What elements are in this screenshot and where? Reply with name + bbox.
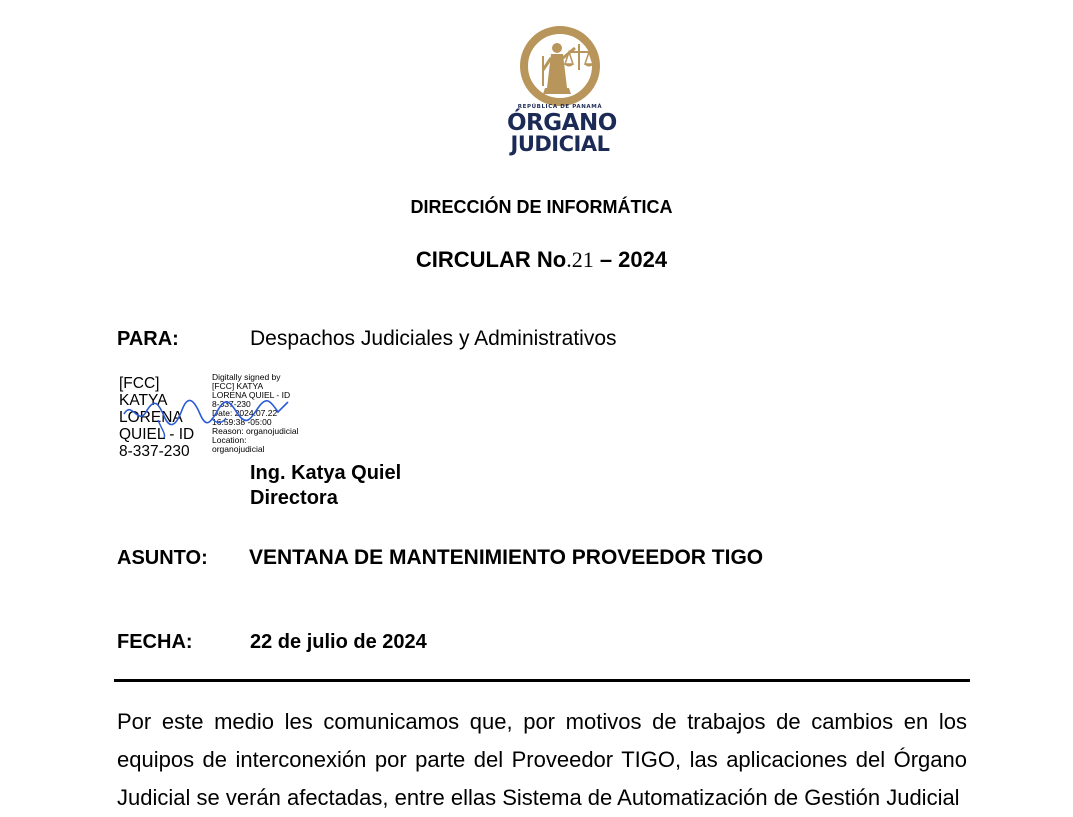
signature-signer-line: [FCC] [119,375,160,392]
department-heading: DIRECCIÓN DE INFORMÁTICA [410,197,673,217]
asunto-label: ASUNTO: [117,547,208,569]
organo-judicial-logo [507,26,617,156]
section-divider [114,679,970,682]
logo-title-line2: JUDICIAL [510,132,610,156]
signature-signer-line: LORENA [119,409,183,426]
signature-detail-line: Digitally signed by [212,372,281,382]
signer-name: Ing. Katya Quiel [250,462,402,484]
signature-detail-line: Reason: organojudicial [212,426,299,436]
signature-detail-line: organojudicial [212,444,265,454]
logo-title-line1: ÓRGANO [507,110,617,136]
signature-detail-line: 16:59:38 -05:00 [212,417,272,427]
signature-signer-line: KATYA [119,392,168,409]
fecha-value: 22 de julio de 2024 [250,631,427,653]
handwritten-signature-icon [118,390,298,440]
justice-emblem-icon [507,26,613,106]
fecha-label: FECHA: [117,631,193,653]
signature-signer-line: 8-337-230 [119,443,190,460]
para-value: Despachos Judiciales y Administrativos [250,327,617,350]
signature-detail-line: LORENA QUIEL - ID [212,390,291,400]
para-label: PARA: [117,328,179,350]
signature-detail-line: Location: [212,435,247,445]
signature-detail-line: [FCC] KATYA [212,381,264,391]
body-paragraph: Por este medio les comunicamos que, por motivos de trabajos de cambios en los equipos de interconexión por parte del Proveedor TIGO, las aplicaciones del Órgano Judicial se verán afectadas, entre ellas Sistema de Automatización de Gestión Judicial [117,709,967,810]
circular-prefix: CIRCULAR No [415,247,567,272]
circular-suffix: – 2024 [593,247,668,272]
logo-subtitle: REPÚBLICA DE PANAMÁ [517,104,603,110]
signature-detail-line: Date: 2024.07.22 [212,408,278,418]
asunto-value: VENTANA DE MANTENIMIENTO PROVEEDOR TIGO [249,546,764,569]
signature-detail-line: 8-337-230 [212,399,251,409]
signer-role: Directora [250,487,338,509]
signature-signer-line: QUIEL - ID [119,426,195,443]
circular-heading [0,247,1073,273]
circular-number: .21 [566,247,594,272]
